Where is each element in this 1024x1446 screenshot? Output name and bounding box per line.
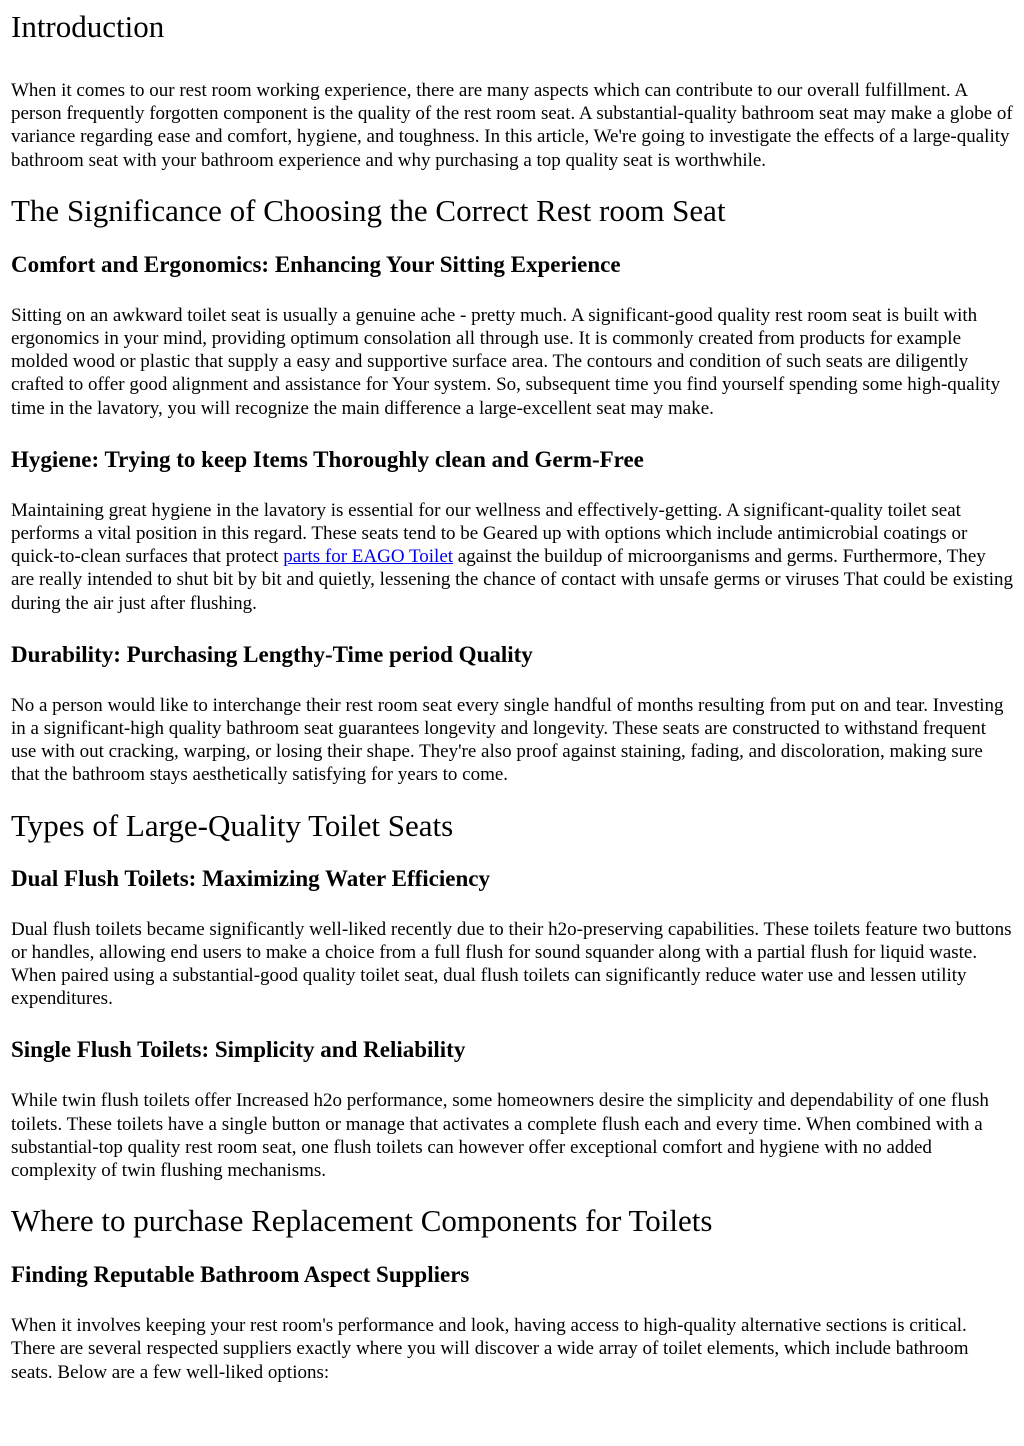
introduction-title: Introduction	[11, 9, 165, 44]
hygiene-heading: Hygiene: Trying to keep Items Thoroughly clean and Germ-Free	[11, 446, 644, 472]
comfort-heading: Comfort and Ergonomics: Enhancing Your Sitting Experience	[11, 251, 621, 277]
types-title: Types of Large-Quality Toilet Seats	[11, 807, 454, 843]
durability-heading: Durability: Purchasing Lengthy-Time period Quality	[11, 641, 533, 667]
eago-toilet-parts-link[interactable]: parts for EAGO Toilet	[283, 546, 454, 568]
introduction-paragraph: When it comes to our rest room working experience, there are many aspects which can contribute to our overall fulfillment. A person frequently forgotten component is the quality of the rest room seat. A substantial-quality bathroom seat may make a globe of variance regarding ease and comfort, hygiene, and toughness. In this article, We're going to investigate the effects of a large-quality bathroom seat with your bathroom experience and why purchasing a top quality seat is worthwhile.	[11, 80, 1013, 171]
finding-suppliers-paragraph: When it involves keeping your rest room's performance and look, having access to high-quality alternative sections is critical. There are several respected suppliers exactly where you will discover a wide array of toilet elements, which include bathroom seats. Below are a few well-liked options:	[11, 1315, 969, 1383]
single-flush-heading: Single Flush Toilets: Simplicity and Reliability	[11, 1037, 466, 1063]
hygiene-paragraph	[11, 499, 1013, 615]
dual-flush-paragraph: Dual flush toilets became significantly well-liked recently due to their h2o-preserving capabilities. These toilets feature two buttons or handles, allowing end users to make a choice from a full flush for sound squander along with a partial flush for liquid waste. When paired using a substantial-good quality toilet seat, dual flush toilets can significantly reduce water use and lessen utility expenditures.	[11, 918, 1012, 1010]
significance-title: The Significance of Choosing the Correct Rest room Seat	[11, 192, 726, 228]
hygiene-text-before-link: Maintaining great hygiene in the lavatory is essential for our wellness and effectively-getting. A significant-quality toilet seat performs a vital position in this regard. These seats tend to be Geared up with options which include antimicrobial coatings or quick-to-clean surfaces that protect	[11, 499, 968, 568]
durability-paragraph: No a person would like to interchange their rest room seat every single handful of months resulting from put on and tear. Investing in a significant-high quality bathroom seat guarantees longevity and longevity. These seats are constructed to withstand frequent use with out cracking, warping, or losing their shape. They're also proof against staining, fading, and discoloration, making sure that the bathroom stays aesthetically satisfying for years to come.	[11, 694, 1004, 786]
hygiene-text-after-link: against the buildup of microorganisms and germs. Furthermore, They are really intended to shut bit by bit and quietly, lessening the chance of contact with unsafe germs or viruses That could be existing during the air just after flushing.	[11, 546, 1013, 614]
dual-flush-heading: Dual Flush Toilets: Maximizing Water Efficiency	[11, 865, 490, 891]
finding-suppliers-heading: Finding Reputable Bathroom Aspect Suppliers	[11, 1262, 470, 1288]
where-title: Where to purchase Replacement Components for Toilets	[11, 1203, 713, 1239]
single-flush-paragraph: While twin flush toilets offer Increased h2o performance, some homeowners desire the simplicity and dependability of one flush toilets. These toilets have a single button or manage that activates a complete flush each and every time. When combined with a substantial-top quality rest room seat, one flush toilets can however offer exceptional comfort and hygiene with no added complexity of twin flushing mechanisms.	[11, 1090, 989, 1182]
comfort-paragraph: Sitting on an awkward toilet seat is usually a genuine ache - pretty much. A significant-good quality rest room seat is built with ergonomics in your mind, providing optimum consolation all through use. It is commonly created from products for example molded wood or plastic that supply a easy and supportive surface area. The contours and condition of such seats are diligently crafted to offer good alignment and assistance for Your system. So, subsequent time you find yourself spending some high-quality time in the lavatory, you will recognize the main difference a large-excellent seat may make.	[11, 304, 1001, 419]
